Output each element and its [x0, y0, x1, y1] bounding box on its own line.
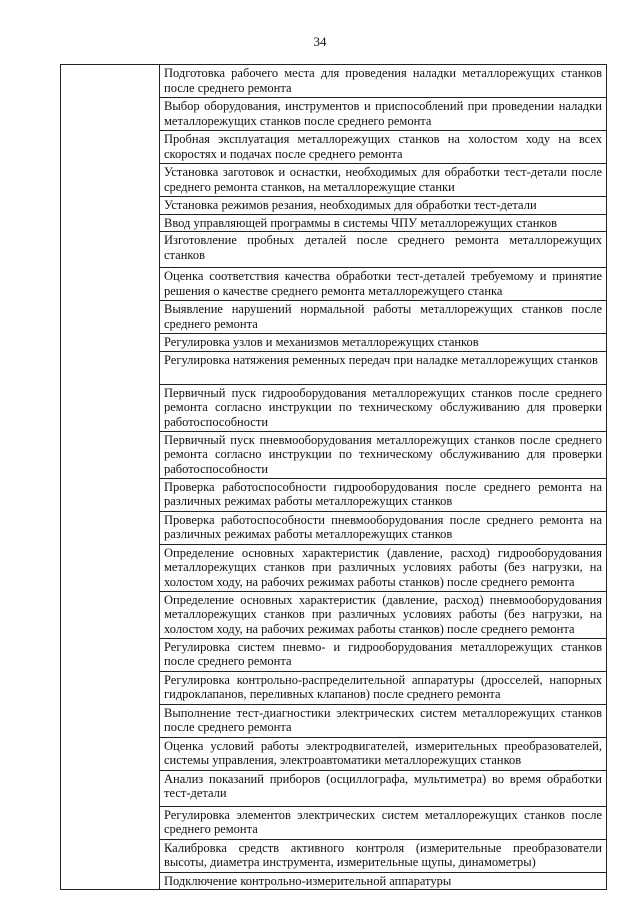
action-item: Регулировка узлов и механизмов металлорежущих станков	[160, 334, 607, 352]
action-item: Ввод управляющей программы в системы ЧПУ металлорежущих станков	[160, 214, 607, 232]
action-item: Регулировка контрольно-распределительной аппаратуры (дросселей, напорных гидроклапанов, переливных клапанов) после среднего ремонта	[160, 671, 607, 704]
action-item: Выполнение тест-диагностики электрических систем металлорежущих станков после среднего ремонта	[160, 704, 607, 737]
action-item: Калибровка средств активного контроля (измерительные преобразователи высоты, диаметра инструмента, измерительные щупы, динамометры)	[160, 839, 607, 872]
labor-actions-table	[60, 64, 607, 890]
action-item: Установка режимов резания, необходимых для обработки тест-детали	[160, 197, 607, 215]
action-item: Подключение контрольно-измерительной аппаратуры	[160, 872, 607, 890]
action-item: Анализ показаний приборов (осциллографа, мультиметра) во время обработки тест-детали	[160, 770, 607, 806]
action-item: Проверка работоспособности гидрооборудования после среднего ремонта на различных режимах работы металлорежущих станков	[160, 478, 607, 511]
action-item: Определение основных характеристик (давление, расход) гидрооборудования металлорежущих станков при различных условиях работы (без нагрузки, на холостом ходу, на рабочих режимах работы станков) после среднего ремонта	[160, 544, 607, 591]
action-item: Регулировка элементов электрических систем металлорежущих станков после среднего ремонта	[160, 806, 607, 839]
action-item: Пробная эксплуатация металлорежущих станков на холостом ходу на всех скоростях и подачах после среднего ремонта	[160, 131, 607, 164]
action-item: Первичный пуск пневмооборудования металлорежущих станков после среднего ремонта согласно инструкции по техническому обслуживанию для проверки работоспособности	[160, 431, 607, 478]
action-item: Первичный пуск гидрооборудования металлорежущих станков после среднего ремонта согласно инструкции по техническому обслуживанию для проверки работоспособности	[160, 384, 607, 431]
action-item: Подготовка рабочего места для проведения наладки металлорежущих станков после среднего ремонта	[160, 65, 607, 98]
action-item: Регулировка натяжения ременных передач при наладке металлорежущих станков	[160, 351, 607, 384]
action-item: Оценка соответствия качества обработки тест-деталей требуемому и принятие решения о качестве среднего ремонта металлорежущего станка	[160, 268, 607, 301]
table-row	[61, 65, 607, 98]
action-item: Выявление нарушений нормальной работы металлорежущих станков после среднего ремонта	[160, 301, 607, 334]
page-number: 34	[313, 34, 327, 49]
action-item: Регулировка систем пневмо- и гидрооборудования металлорежущих станков после среднего ремонта	[160, 638, 607, 671]
row-header-cell	[61, 65, 160, 890]
action-item: Установка заготовок и оснастки, необходимых для обработки тест-детали после среднего ремонта станков, на металлорежущие станки	[160, 164, 607, 197]
action-item: Выбор оборудования, инструментов и приспособлений при проведении наладки металлорежущих станков после среднего ремонта	[160, 98, 607, 131]
action-item: Проверка работоспособности пневмооборудования после среднего ремонта на различных режимах работы металлорежущих станков	[160, 511, 607, 544]
action-item: Определение основных характеристик (давление, расход) пневмооборудования металлорежущих станков при различных условиях работы (без нагрузки, на холостом ходу, на рабочих режимах работы станков) после среднего ремонта	[160, 591, 607, 638]
action-item: Изготовление пробных деталей после среднего ремонта металлорежущих станков	[160, 232, 607, 268]
action-item: Оценка условий работы электродвигателей, измерительных преобразователей, системы управления, электроавтоматики металлорежущих станков	[160, 737, 607, 770]
